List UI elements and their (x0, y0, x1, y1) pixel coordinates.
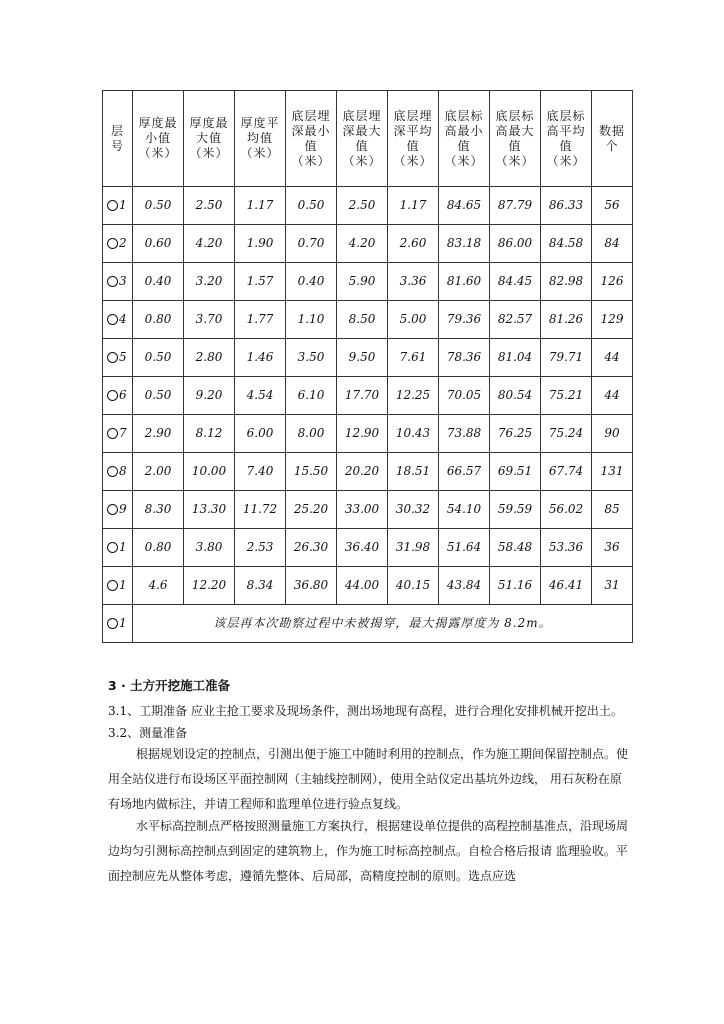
value-cell: 2.90 (133, 415, 184, 453)
circle-icon (107, 390, 118, 401)
layer-number: 4 (119, 312, 127, 326)
table-body (103, 187, 633, 643)
count-cell: 84 (592, 225, 633, 263)
circle-icon (107, 580, 118, 591)
count-cell: 131 (592, 453, 633, 491)
table-row (103, 415, 633, 453)
value-cell: 40.15 (388, 567, 439, 605)
circle-icon (107, 466, 118, 477)
value-cell: 75.21 (541, 377, 592, 415)
value-cell: 4.20 (337, 225, 388, 263)
value-cell: 54.10 (439, 491, 490, 529)
value-cell: 67.74 (541, 453, 592, 491)
layer-cell (103, 263, 133, 301)
value-cell: 73.88 (439, 415, 490, 453)
count-cell: 56 (592, 187, 633, 225)
value-cell: 1.17 (388, 187, 439, 225)
value-cell: 15.50 (286, 453, 337, 491)
circle-icon (107, 276, 118, 287)
count-cell: 31 (592, 567, 633, 605)
value-cell: 4.54 (235, 377, 286, 415)
layer-cell (103, 529, 133, 567)
paragraph-elevation-control: 水平标高控制点严格按照测量施工方案执行，根据建设单位提供的高程控制基准点，沿现场周边均匀引测标高控制点到固定的建筑物上，作为施工时标高控制点。自检合格后报请 监理验收。平面控制应先从整体考虑，遵循先整体、后局部，高精度控制的原则。选点应选 (108, 819, 629, 883)
count-cell: 44 (592, 377, 633, 415)
count-cell: 90 (592, 415, 633, 453)
value-cell: 7.61 (388, 339, 439, 377)
layer-cell (103, 339, 133, 377)
header-cell: 厚度平均值（米） (235, 91, 286, 187)
header-cell: 底层标高平均值（米） (541, 91, 592, 187)
value-cell: 0.40 (286, 263, 337, 301)
value-cell: 25.20 (286, 491, 337, 529)
layer-number: 3 (119, 274, 127, 288)
circle-icon (107, 352, 118, 363)
value-cell: 3.70 (184, 301, 235, 339)
value-cell: 9.20 (184, 377, 235, 415)
value-cell: 3.36 (388, 263, 439, 301)
soil-layer-table (102, 90, 633, 643)
value-cell: 84.45 (490, 263, 541, 301)
layer-number: 1 (119, 540, 127, 554)
layer-number: 9 (119, 502, 127, 516)
value-cell: 3.80 (184, 529, 235, 567)
soil-layer-table-container (102, 90, 632, 643)
value-cell: 33.00 (337, 491, 388, 529)
table-row (103, 263, 633, 301)
note-cell: 该层再本次勘察过程中未被揭穿，最大揭露厚度为 8.2m。 (133, 605, 633, 643)
layer-number: 1 (119, 616, 127, 630)
layer-cell (103, 225, 133, 263)
layer-cell (103, 301, 133, 339)
table-header-row (103, 91, 633, 187)
value-cell: 6.00 (235, 415, 286, 453)
value-cell: 5.90 (337, 263, 388, 301)
count-cell: 85 (592, 491, 633, 529)
paragraph-preparation: 3.1、工期准备 应业主抢工要求及现场条件，测出场地现有高程，进行合理化安排机械开挖出土。 3.2、测量准备 (108, 704, 623, 740)
value-cell: 84.65 (439, 187, 490, 225)
value-cell: 82.57 (490, 301, 541, 339)
layer-cell (103, 453, 133, 491)
value-cell: 78.36 (439, 339, 490, 377)
circle-icon (107, 618, 118, 629)
value-cell: 44.00 (337, 567, 388, 605)
value-cell: 56.02 (541, 491, 592, 529)
value-cell: 46.41 (541, 567, 592, 605)
value-cell: 81.60 (439, 263, 490, 301)
value-cell: 58.48 (490, 529, 541, 567)
value-cell: 2.53 (235, 529, 286, 567)
value-cell: 0.60 (133, 225, 184, 263)
value-cell: 1.46 (235, 339, 286, 377)
value-cell: 7.40 (235, 453, 286, 491)
value-cell: 0.50 (133, 187, 184, 225)
value-cell: 36.40 (337, 529, 388, 567)
value-cell: 12.25 (388, 377, 439, 415)
circle-icon (107, 200, 118, 211)
value-cell: 1.17 (235, 187, 286, 225)
value-cell: 1.77 (235, 301, 286, 339)
layer-number: 2 (119, 236, 127, 250)
header-cell: 厚度最大值（米） (184, 91, 235, 187)
value-cell: 79.36 (439, 301, 490, 339)
layer-cell (103, 415, 133, 453)
table-row (103, 453, 633, 491)
value-cell: 76.25 (490, 415, 541, 453)
value-cell: 17.70 (337, 377, 388, 415)
value-cell: 0.50 (133, 377, 184, 415)
value-cell: 82.98 (541, 263, 592, 301)
value-cell: 1.10 (286, 301, 337, 339)
value-cell: 81.26 (541, 301, 592, 339)
value-cell: 59.59 (490, 491, 541, 529)
header-cell: 底层标高最大值（米） (490, 91, 541, 187)
value-cell: 30.32 (388, 491, 439, 529)
table-row (103, 567, 633, 605)
value-cell: 13.30 (184, 491, 235, 529)
value-cell: 66.57 (439, 453, 490, 491)
header-cell: 层号 (103, 91, 133, 187)
value-cell: 75.24 (541, 415, 592, 453)
value-cell: 36.80 (286, 567, 337, 605)
header-cell: 底层标高最小值（米） (439, 91, 490, 187)
layer-number: 6 (119, 388, 127, 402)
value-cell: 2.50 (337, 187, 388, 225)
value-cell: 2.60 (388, 225, 439, 263)
value-cell: 43.84 (439, 567, 490, 605)
value-cell: 8.00 (286, 415, 337, 453)
table-row (103, 301, 633, 339)
value-cell: 2.50 (184, 187, 235, 225)
value-cell: 31.98 (388, 529, 439, 567)
value-cell: 10.43 (388, 415, 439, 453)
table-row (103, 225, 633, 263)
value-cell: 8.50 (337, 301, 388, 339)
value-cell: 0.40 (133, 263, 184, 301)
paragraph-control-points: 根据规划设定的控制点，引测出便于施工中随时利用的控制点，作为施工期间保留控制点。使用全站仪进行布设场区平面控制网（主轴线控制网），使用全站仪定出基坑外边线， 用石灰粉在原有场地内做标注，并请工程师和监理单位进行验点复线。 (108, 747, 629, 811)
value-cell: 9.50 (337, 339, 388, 377)
layer-number: 7 (119, 426, 127, 440)
value-cell: 12.90 (337, 415, 388, 453)
value-cell: 5.00 (388, 301, 439, 339)
table-row (103, 339, 633, 377)
value-cell: 84.58 (541, 225, 592, 263)
count-cell: 44 (592, 339, 633, 377)
count-cell: 129 (592, 301, 633, 339)
value-cell: 4.20 (184, 225, 235, 263)
circle-icon (107, 314, 118, 325)
circle-icon (107, 238, 118, 249)
count-cell: 36 (592, 529, 633, 567)
table-row-note (103, 605, 633, 643)
value-cell: 2.80 (184, 339, 235, 377)
header-cell: 底层埋深最大值（米） (337, 91, 388, 187)
layer-cell (103, 605, 133, 643)
section-title: 3 · 土方开挖施工准备 (108, 678, 231, 693)
value-cell: 1.90 (235, 225, 286, 263)
layer-number: 8 (119, 464, 127, 478)
circle-icon (107, 428, 118, 439)
table-row (103, 377, 633, 415)
layer-cell (103, 377, 133, 415)
value-cell: 8.12 (184, 415, 235, 453)
value-cell: 6.10 (286, 377, 337, 415)
layer-number: 1 (119, 198, 127, 212)
value-cell: 51.16 (490, 567, 541, 605)
header-cell: 底层埋深最小值（米） (286, 91, 337, 187)
value-cell: 26.30 (286, 529, 337, 567)
count-cell: 126 (592, 263, 633, 301)
value-cell: 79.71 (541, 339, 592, 377)
value-cell: 86.00 (490, 225, 541, 263)
value-cell: 53.36 (541, 529, 592, 567)
value-cell: 0.80 (133, 529, 184, 567)
value-cell: 80.54 (490, 377, 541, 415)
table-row (103, 187, 633, 225)
value-cell: 4.6 (133, 567, 184, 605)
value-cell: 10.00 (184, 453, 235, 491)
layer-cell (103, 187, 133, 225)
header-cell: 厚度最小值（米） (133, 91, 184, 187)
header-cell: 数据个 (592, 91, 633, 187)
value-cell: 0.50 (286, 187, 337, 225)
value-cell: 83.18 (439, 225, 490, 263)
layer-cell (103, 491, 133, 529)
value-cell: 2.00 (133, 453, 184, 491)
header-cell: 底层埋深平均值（米） (388, 91, 439, 187)
value-cell: 0.70 (286, 225, 337, 263)
circle-icon (107, 542, 118, 553)
value-cell: 11.72 (235, 491, 286, 529)
value-cell: 0.80 (133, 301, 184, 339)
value-cell: 0.50 (133, 339, 184, 377)
value-cell: 3.20 (184, 263, 235, 301)
table-row (103, 529, 633, 567)
value-cell: 3.50 (286, 339, 337, 377)
layer-cell (103, 567, 133, 605)
value-cell: 18.51 (388, 453, 439, 491)
layer-number: 5 (119, 350, 127, 364)
value-cell: 69.51 (490, 453, 541, 491)
value-cell: 8.30 (133, 491, 184, 529)
value-cell: 87.79 (490, 187, 541, 225)
circle-icon (107, 504, 118, 515)
value-cell: 12.20 (184, 567, 235, 605)
value-cell: 86.33 (541, 187, 592, 225)
value-cell: 70.05 (439, 377, 490, 415)
value-cell: 1.57 (235, 263, 286, 301)
value-cell: 81.04 (490, 339, 541, 377)
value-cell: 8.34 (235, 567, 286, 605)
value-cell: 51.64 (439, 529, 490, 567)
layer-number: 1 (119, 578, 127, 592)
value-cell: 20.20 (337, 453, 388, 491)
table-row (103, 491, 633, 529)
